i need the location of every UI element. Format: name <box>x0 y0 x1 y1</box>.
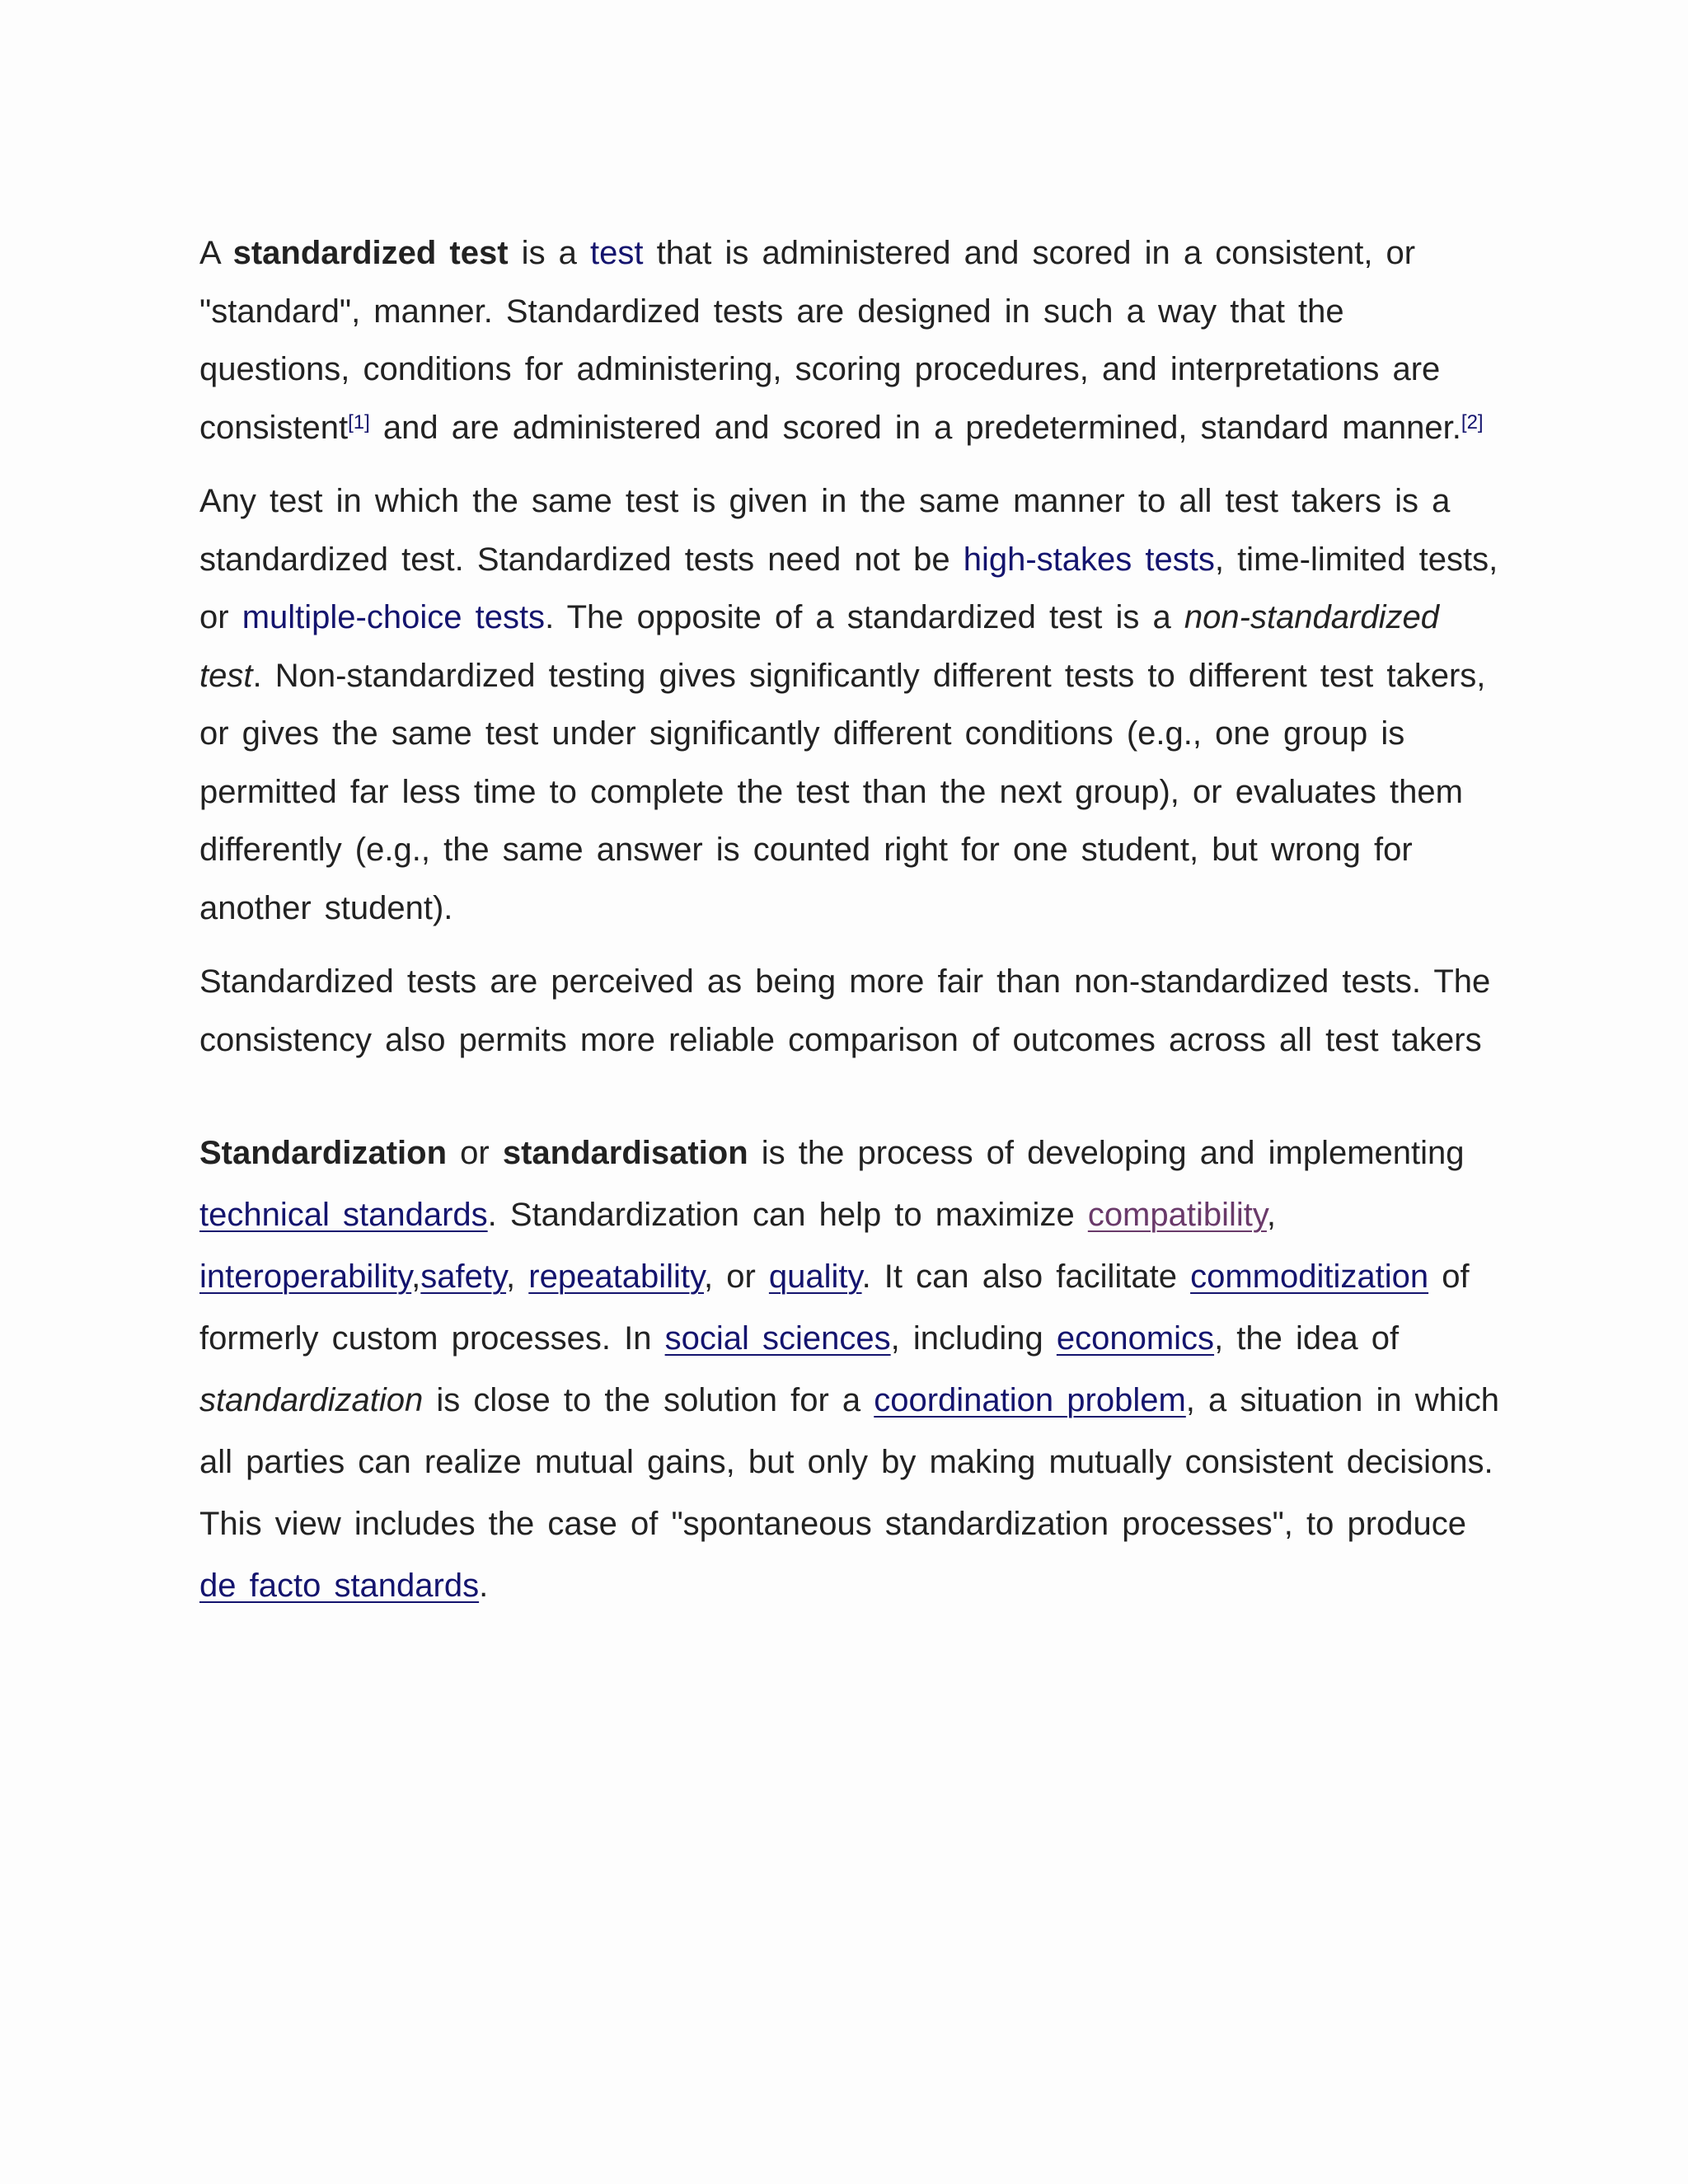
document-body <box>199 224 1502 1617</box>
italic-term-non-standardized-test: non-standardized test <box>199 599 1439 694</box>
link-interoperability[interactable]: interoperability <box>199 1258 412 1295</box>
link-coordination-problem[interactable]: coordination problem <box>874 1382 1186 1418</box>
citation-ref-1[interactable]: [1] <box>348 410 370 434</box>
text-run: Any test in which the same test is given in the same manner to all test takers is a standardized test. Standardized tests need not be <box>199 483 1451 578</box>
bold-term-standardization: Standardization <box>199 1135 448 1171</box>
bold-term-standardized-test: standardized test <box>232 235 509 271</box>
text-run: . Standardization can help to maximize <box>487 1197 1088 1233</box>
link-compatibility[interactable]: compatibility <box>1087 1197 1267 1233</box>
text-run: , the idea of <box>1214 1320 1400 1357</box>
text-run: is a <box>508 235 591 271</box>
paragraph-standardization-definition <box>199 1122 1502 1617</box>
text-run: , <box>1266 1197 1277 1233</box>
link-safety[interactable]: safety <box>420 1258 507 1295</box>
paragraph-standardized-test-definition <box>199 224 1502 457</box>
link-repeatability[interactable]: repeatability <box>528 1258 704 1295</box>
text-run: or <box>447 1135 503 1171</box>
text-run: , <box>506 1258 529 1295</box>
text-run: , including <box>890 1320 1057 1357</box>
link-high-stakes-tests[interactable]: high-stakes tests <box>963 541 1215 578</box>
text-run: . The opposite of a standardized test is a <box>545 599 1184 635</box>
text-run: that is administered and scored in a consistent, or "standard", manner. Standardized tests are designed in such a way that the questions, conditions for administering, scoring procedures, and interpretations are consistent <box>199 235 1441 446</box>
link-de-facto-standards[interactable]: de facto standards <box>199 1568 480 1604</box>
text-run: A <box>199 235 233 271</box>
text-run: is the process of developing and implementing <box>748 1135 1465 1171</box>
paragraph-fairness <box>199 953 1502 1069</box>
text-run: . Non-standardized testing gives significantly different tests to different test takers, or gives the same test under significantly different conditions (e.g., one group is permitted far less time to complete the test than the next group), or evaluates them differently (e.g., the same answer is counted right for one student, but wrong for another student). <box>199 657 1486 926</box>
link-technical-standards[interactable]: technical standards <box>199 1197 488 1233</box>
link-test[interactable]: test <box>590 235 644 271</box>
text-run: of formerly custom processes. In <box>199 1258 1470 1357</box>
italic-term-standardization: standardization <box>199 1382 424 1418</box>
citation-ref-2[interactable]: [2] <box>1461 410 1484 434</box>
text-run: and are administered and scored in a predetermined, standard manner. <box>369 409 1461 446</box>
text-run: . It can also facilitate <box>861 1258 1191 1295</box>
text-run: . <box>479 1568 489 1604</box>
text-run: , time-limited tests, or <box>199 541 1498 635</box>
paragraph-standardized-vs-non-standardized <box>199 472 1502 937</box>
link-social-sciences[interactable]: social sciences <box>664 1320 891 1357</box>
link-economics[interactable]: economics <box>1056 1320 1215 1357</box>
text-run: is close to the solution for a <box>423 1382 874 1418</box>
link-multiple-choice-tests[interactable]: multiple-choice tests <box>241 599 546 635</box>
text-run: , <box>411 1258 421 1295</box>
text-run: , a situation in which all parties can realize mutual gains, but only by making mutually consistent decisions. This view includes the case of "spontaneous standardization processes", to produce <box>199 1382 1499 1542</box>
link-quality[interactable]: quality <box>768 1258 862 1295</box>
link-commoditization[interactable]: commoditization <box>1190 1258 1429 1295</box>
bold-term-standardisation: standardisation <box>502 1135 748 1171</box>
text-run: Standardized tests are perceived as being more fair than non-standardized tests. The consistency also permits more reliable comparison of outcomes across all test takers <box>199 963 1491 1058</box>
text-run: , or <box>704 1258 769 1295</box>
